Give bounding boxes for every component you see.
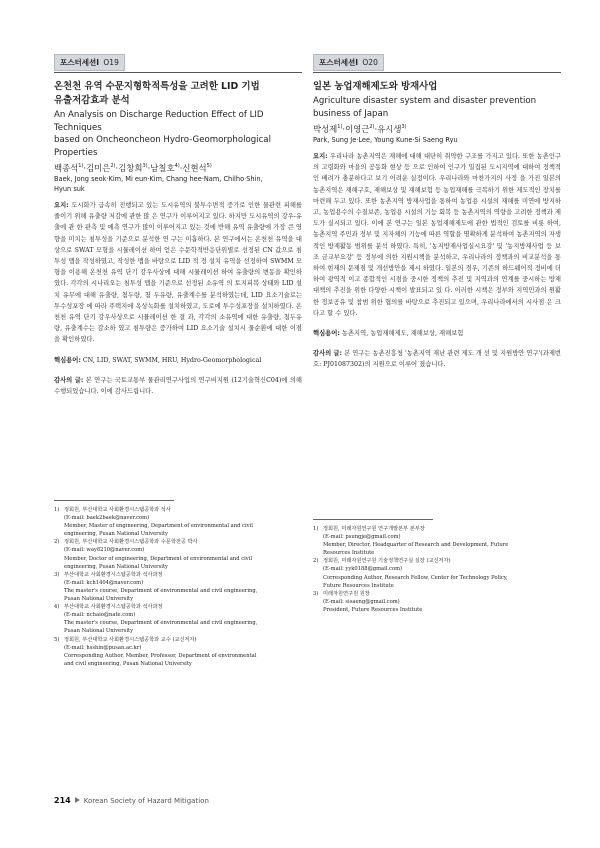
author-name: 신현석 bbox=[182, 163, 207, 173]
paper-left bbox=[54, 50, 302, 397]
journal-name: Korean Society of Hazard Mitigation bbox=[83, 797, 209, 805]
text-line: Hyun suk bbox=[54, 185, 85, 193]
text-line: 온천천 유역 수문지형학적특성을 고려한 LID 기법 bbox=[54, 81, 260, 92]
footnote: 1) 정회원, 미래자원연구원 연구개발본부 본부장 (E-mail: psungje@gmail.com) Member, Director, Headquarter of Research and Development, Future Resources Institute bbox=[313, 526, 509, 557]
english-authors bbox=[313, 135, 561, 145]
footnote: 3) 부산대학교 사회환경시스템공학과 석사과정 (E-mail: kch1404@naver.com) The master's course, Department of environmental and civil engineering, Pusan National University bbox=[54, 571, 258, 603]
english-title bbox=[313, 95, 561, 120]
footnote: 5) 정회원, 부산대학교 사회환경시스템공학과 교수 (교신저자) (E-mail: hsshin@pusan.ac.kr) Corresponding Author, Member, Professor, Department of environmental and civil engineering, Pusan National University bbox=[54, 636, 257, 667]
triangle-icon bbox=[75, 797, 80, 803]
korean-title bbox=[54, 80, 302, 108]
footnote: 4) 부산대학교 사회환경시스템공학과 석사과정 (E-mail: nchaio@nate.com) The master's course, Department of environmental and civil engineering, Pusan National University bbox=[54, 604, 258, 635]
text-line: based on Oncheoncheon Hydro-Geomorphological bbox=[54, 135, 271, 145]
author-name: 유시생 bbox=[377, 124, 402, 134]
text-line: Agriculture disaster system and disaster prevention bbox=[313, 96, 537, 106]
author-name: 김미은 bbox=[86, 163, 111, 173]
divider bbox=[54, 72, 302, 73]
page-number: 214 bbox=[54, 796, 71, 805]
author-name: 이영근 bbox=[345, 124, 370, 134]
paper-right bbox=[313, 50, 561, 370]
english-title bbox=[54, 109, 302, 159]
footnotes-right bbox=[313, 519, 561, 614]
text-line: 일본 농업재해제도와 방재사업 bbox=[313, 81, 438, 92]
keywords: 핵심용어: CN, LID, SWAT, SWMM, HRU, Hydro-Geomorphological bbox=[54, 356, 262, 364]
divider bbox=[313, 72, 561, 73]
abstract: 요지: 도시화가 급속히 진행되고 있는 도시유역의 불투수면적 증가로 인한 물관련 피해를 줄이기 위해 유출량 저감에 관한 많 은 연구가 이루어지고 있다. 하지만 도시유역의 강우-유출에 관 한 관측 및 예측 연구가 많이 이루어지고 있는 것에 반해 유역 유출량에 가장 큰 영향을 미치는 침투성을 기준으로 분석한 연 구는 미흡하다. 본 연구에서는 온천천 유역을 대상으로 SWAT 모형을 시뮬레이션 하여 얻은 수문학적반응단위별로 선정된 CN 값으로 침투성 맵을 작성하였고, 작성한 맵을 바탕으로 LID 적 정 설치 유역을 선정하여 SWMM 모형을 이용해 온천천 유역 단기 강우사상에 대해 시뮬레이션 하여 유출량의 변동을 확인하 였다. 각각의 시나리오는 침투성 맵을 기준으로 선정된 소유역 의 토지피복 상태와 LID 설치 유무에 대해 유출량, 첨두량, 첨 두유량, 유출계수를 분석하였는데, LID 요소기술로는 투수성포장 에 따라 주택지에 옥상녹화를 설치하였고, 도로에 투수성포장을 설치하였다. 온천천 유역 단기 강우사상으로 시뮬레이션 한 결 과, 각각의 소유역에 대한 유출량, 첨두유량, 유출계수는 감소하 였고 침투량은 증가하여 LID 요소기술 설치시 물순환에 대한 이점을 확인하였다. bbox=[54, 202, 303, 344]
text-line: 유출저감효과 분석 bbox=[54, 95, 130, 106]
session-tag: 포스터세션Ⅰ O19 bbox=[54, 54, 125, 71]
korean-title bbox=[313, 80, 561, 94]
english-authors bbox=[54, 174, 302, 194]
keywords: 핵심용어: 농촌지역, 농업재해제도, 재해보상, 재해보험 bbox=[313, 330, 464, 338]
korean-authors: 백종석$^{1)}$·김미은$^{2)}$·김창희$^{3)}$·남칠호$^{4)}$·신현석$^{5)}$ bbox=[54, 163, 212, 173]
author-name: 박성제 bbox=[313, 124, 338, 134]
author-name: 백종석 bbox=[54, 163, 79, 173]
footnote: 2) 정회원, 부산대학교 사회환경시스템공학과 수문학전공 박사 (E-mail: way8210@naver.com) Member, Doctor of engineering, Department of environmental and civil engineering, Pusan National University bbox=[54, 539, 253, 570]
acknowledgement: 감사의 글: 본 연구는 국토교통부 물관리연구사업의 연구비지원 (12기술혁신C04)에 의해 수행되었습니다. 이에 감사드립니다. bbox=[54, 376, 302, 395]
session-tag: 포스터세션Ⅰ O20 bbox=[313, 54, 384, 71]
author-name: 남칠호 bbox=[150, 163, 175, 173]
text-line: Properties bbox=[54, 147, 98, 158]
footnotes-left bbox=[54, 500, 302, 668]
footnote: 3) 미래자원연구원 원장 (E-mail: sisaeng@gmail.com) President, Future Resources Institute bbox=[313, 590, 423, 613]
footnote: 1) 정회원, 부산대학교 사회환경시스템공학과 석사 (E-mail: baek2baek@naver.com) Member, Master of engineering, Department of environmental and civil engineering, Pusan National University bbox=[54, 507, 253, 538]
korean-authors: 박성제$^{1)}$·이영근$^{2)}$·유시생$^{3)}$ bbox=[313, 124, 407, 134]
text-line: business of Japan bbox=[313, 108, 389, 119]
page-footer bbox=[54, 796, 209, 805]
acknowledgement: 감사의 글: 본 연구는 농촌진흥청 '농촌지역 재난 관련 제도 개 선 및 지원방안 연구'(과제번호: PJ01087302)의 지원으로 이루어 졌습니다. bbox=[313, 350, 561, 369]
footnote: 2) 정회원, 미래자원연구원 기술정책연구실 실장 (교신저자) (E-mail: yyk0188@gmail.com) Corresponding Author, Research Fellow, Center for Technology Policy, Future Resources Institute bbox=[313, 558, 508, 589]
text-line: Baek, Jong seok·Kim, Mi eun·Kim, Chang hee·Nam, Chilho·Shin, bbox=[54, 175, 263, 183]
author-name: 김창희 bbox=[118, 163, 143, 173]
text-line: Park, Sung Je·Lee, Young Kune·Si Saeng Ryu bbox=[313, 136, 458, 144]
abstract: 요지: 우리나라 농촌지역은 재해에 대해 대단히 취약한 구조를 가지고 있다. 또한 농촌인구의 고령화와 마을의 공동화 현상 등 으로 인하여 인구가 밀집된 도시지역에 대하여 정책적인 배려가 충분하다고 보기 어려운 실정이다. 우리나라와 마찬가지의 사정 을 가진 일본의 농촌지역은 재해구호, 재해보상 및 재해보험 등 농업재해를 극복하기 위한 제도적인 장치를 마련해 두고 있다. 또한 농촌지역 방재사업을 통하여 농업용 시설의 재해를 미연에 방지하고, 농업용수의 수질보존, 농업용 시설의 기능 회복 등 농촌지역의 역량을 고려한 정책과 제도가 실시되고 있다. 이에 본 연구는 일본 농업재해제도에 관한 법적인 검토를 비롯 하여, 농촌지역 주민과 정부 및 지자체의 기능에 따른 역할을 명확하게 분석하여 농촌지역의 자생적인 방재활동 범위를 분석 하였다. 특히, '농지방재사업실시요강' 및 '농지방재사업 등 보조 금교부요강' 등 정부에 의한 지원시책을 분석하고, 우리나라의 정책과의 비교분석을 통하여 현재의 문제점 및 개선방안을 제시 하였다. 일본의 경우, 기존의 하드웨어적 정비에 더하여 광역적 이고 종합적인 시점을 중시한 정책의 추진 및 지역과의 연계를 중시하는 방재대책의 추진을 위한 다양한 시책이 발표되고 있 다. 이러한 시책은 정부와 지역민과의 원활한 정보공유 및 참범 위한 협의를 바탕으로 추진되고 있으며, 우리나라에서의 시사점 은 크다고 할 수 있다. bbox=[313, 153, 561, 317]
text-line: An Analysis on Discharge Reduction Effect of LID Techniques bbox=[54, 110, 264, 133]
